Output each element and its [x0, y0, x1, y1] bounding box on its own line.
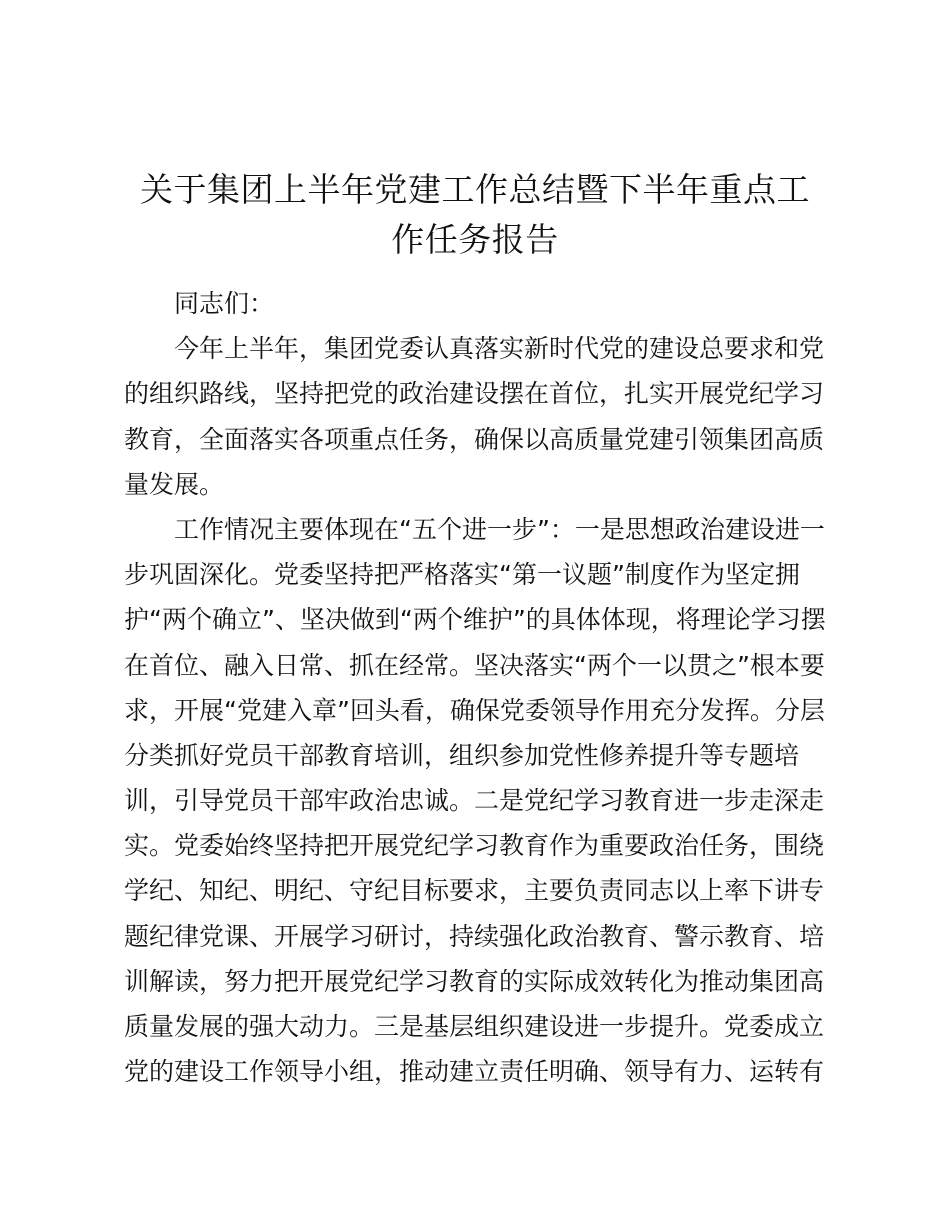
title-line-1: 关于集团上半年党建工作总结暨下半年重点工 — [140, 170, 810, 209]
paragraph-1-line: 的组织路线，坚持把党的政治建设摆在首位，扎实开展党纪学习 — [124, 379, 825, 409]
paragraph-2-line: 题纪律党课、开展学习研讨，持续强化政治教育、警示教育、培 — [124, 921, 825, 951]
paragraph-2-line: 步巩固深化。党委坚持把严格落实“第一议题”制度作为坚定拥 — [124, 560, 800, 590]
paragraph-2-line: 党的建设工作领导小组，推动建立责任明确、领导有力、运转有 — [124, 1057, 825, 1087]
paragraph-1-line: 今年上半年，集团党委认真落实新时代党的建设总要求和党 — [174, 334, 825, 364]
paragraph-2-line: 训，引导党员干部牢政治忠诚。二是党纪学习教育进一步走深走 — [124, 786, 825, 816]
title-line-2: 作任务报告 — [391, 220, 559, 259]
paragraph-1-line: 量发展。 — [124, 469, 225, 499]
paragraph-2-line: 分类抓好党员干部教育培训，组织参加党性修养提升等专题培 — [124, 740, 800, 770]
paragraph-1-line: 教育，全面落实各项重点任务，确保以高质量党建引领集团高质 — [124, 424, 825, 454]
paragraph-2-line: 求，开展“党建入章”回头看，确保党委领导作用充分发挥。分层 — [124, 695, 825, 725]
paragraph-2-line: 护“两个确立”、坚决做到“两个维护”的具体体现，将理论学习摆 — [124, 605, 826, 635]
paragraph-2-line: 质量发展的强大动力。三是基层组织建设进一步提升。党委成立 — [124, 1012, 825, 1041]
paragraph-2-line: 训解读，努力把开展党纪学习教育的实际成效转化为推动集团高 — [124, 966, 825, 996]
salutation: 同志们： — [174, 289, 275, 318]
paragraph-2-line: 实。党委始终坚持把开展党纪学习教育作为重要政治任务，围绕 — [124, 831, 825, 861]
paragraph-2-line: 学纪、知纪、明纪、守纪目标要求，主要负责同志以上率下讲专 — [124, 876, 825, 906]
paragraph-2-line: 在首位、融入日常、抓在经常。坚决落实“两个一以贯之”根本要 — [124, 650, 825, 680]
paragraph-2-line: 工作情况主要体现在“五个进一步”：一是思想政治建设进一 — [174, 514, 825, 544]
document-body — [124, 281, 824, 1094]
document-title — [120, 165, 830, 265]
